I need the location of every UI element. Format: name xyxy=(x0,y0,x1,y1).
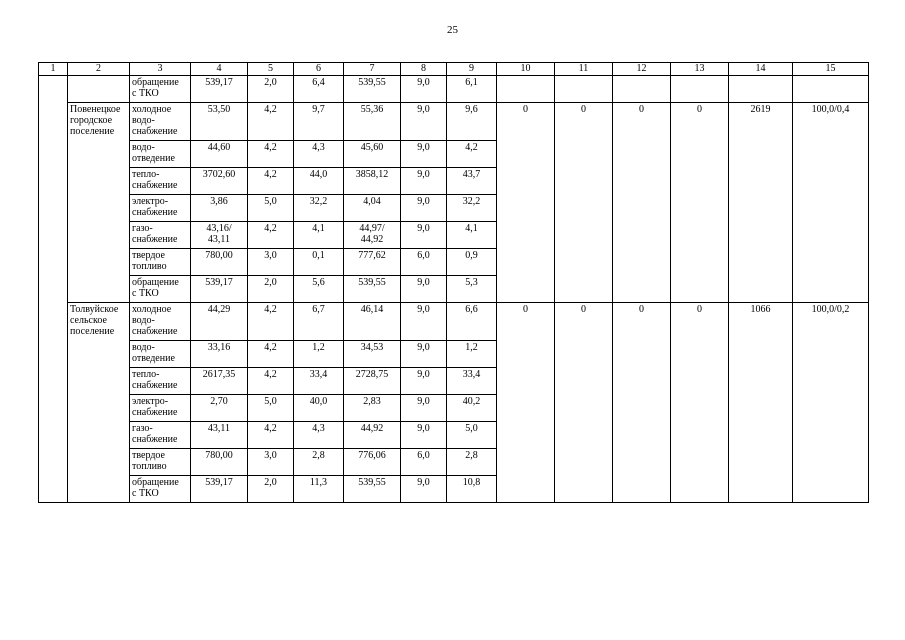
column-number-2: 2 xyxy=(68,63,130,76)
summary-cell: 0 xyxy=(555,103,613,303)
value-cell: 43,16/ 43,11 xyxy=(191,222,248,249)
value-cell: 2,83 xyxy=(344,395,401,422)
summary-cell: 0 xyxy=(613,303,671,503)
value-cell: 3,0 xyxy=(248,449,294,476)
value-cell: 6,7 xyxy=(294,303,344,341)
empty-cell xyxy=(671,76,729,103)
value-cell: 6,6 xyxy=(447,303,497,341)
summary-cell: 0 xyxy=(555,303,613,503)
table-body xyxy=(39,63,869,503)
value-cell: 32,2 xyxy=(294,195,344,222)
value-cell: 9,0 xyxy=(401,168,447,195)
empty-cell xyxy=(555,76,613,103)
value-cell: 4,2 xyxy=(248,141,294,168)
value-cell: 780,00 xyxy=(191,449,248,476)
value-cell: 3,0 xyxy=(248,249,294,276)
value-cell: 4,2 xyxy=(248,368,294,395)
value-cell: 40,2 xyxy=(447,395,497,422)
column-number-5: 5 xyxy=(248,63,294,76)
value-cell: 539,55 xyxy=(344,276,401,303)
summary-cell: 0 xyxy=(497,103,555,303)
settlement-name-cell: Повенецкое городское поселение xyxy=(68,103,130,303)
value-cell: 5,0 xyxy=(248,195,294,222)
value-cell: 4,3 xyxy=(294,141,344,168)
value-cell: 44,92 xyxy=(344,422,401,449)
column-number-4: 4 xyxy=(191,63,248,76)
value-cell: 33,4 xyxy=(447,368,497,395)
service-cell: холодное водо- снабжение xyxy=(130,103,191,141)
value-cell: 4,2 xyxy=(248,168,294,195)
column-number-1: 1 xyxy=(39,63,68,76)
service-cell: электро- снабжение xyxy=(130,395,191,422)
column-number-8: 8 xyxy=(401,63,447,76)
empty-cell xyxy=(793,76,869,103)
value-cell: 40,0 xyxy=(294,395,344,422)
value-cell: 9,0 xyxy=(401,368,447,395)
value-cell: 4,2 xyxy=(248,422,294,449)
table-row xyxy=(39,103,869,141)
value-cell: 9,0 xyxy=(401,276,447,303)
value-cell: 5,0 xyxy=(248,395,294,422)
empty-cell xyxy=(729,76,793,103)
value-cell: 45,60 xyxy=(344,141,401,168)
summary-cell: 0 xyxy=(613,103,671,303)
value-cell: 4,04 xyxy=(344,195,401,222)
column-number-13: 13 xyxy=(671,63,729,76)
value-cell: 2617,35 xyxy=(191,368,248,395)
value-cell: 2728,75 xyxy=(344,368,401,395)
value-cell: 32,2 xyxy=(447,195,497,222)
value-cell: 780,00 xyxy=(191,249,248,276)
value-cell: 33,4 xyxy=(294,368,344,395)
service-cell: тепло- снабжение xyxy=(130,368,191,395)
settlement-name-cell: Толвуйское сельское поселение xyxy=(68,303,130,503)
value-cell: 11,3 xyxy=(294,476,344,503)
value-cell: 2,0 xyxy=(248,76,294,103)
value-cell: 2,0 xyxy=(248,476,294,503)
page-number: 25 xyxy=(447,24,458,36)
value-cell: 46,14 xyxy=(344,303,401,341)
value-cell: 10,8 xyxy=(447,476,497,503)
value-cell: 0,9 xyxy=(447,249,497,276)
value-cell: 9,6 xyxy=(447,103,497,141)
value-cell: 43,11 xyxy=(191,422,248,449)
value-cell: 4,2 xyxy=(248,303,294,341)
value-cell: 44,97/ 44,92 xyxy=(344,222,401,249)
value-cell: 4,2 xyxy=(248,103,294,141)
value-cell: 9,0 xyxy=(401,103,447,141)
table-row xyxy=(39,303,869,341)
value-cell: 33,16 xyxy=(191,341,248,368)
service-cell: тепло- снабжение xyxy=(130,168,191,195)
empty-cell xyxy=(497,76,555,103)
empty-cell xyxy=(613,76,671,103)
tariff-table xyxy=(38,62,869,503)
column-number-6: 6 xyxy=(294,63,344,76)
value-cell: 777,62 xyxy=(344,249,401,276)
value-cell: 9,0 xyxy=(401,195,447,222)
summary-cell: 100,0/0,4 xyxy=(793,103,869,303)
service-cell: холодное водо- снабжение xyxy=(130,303,191,341)
summary-cell: 0 xyxy=(671,103,729,303)
value-cell: 539,17 xyxy=(191,276,248,303)
value-cell: 34,53 xyxy=(344,341,401,368)
value-cell: 6,1 xyxy=(447,76,497,103)
value-cell: 9,0 xyxy=(401,476,447,503)
service-cell: газо- снабжение xyxy=(130,422,191,449)
service-cell: обращение с ТКО xyxy=(130,276,191,303)
summary-cell: 2619 xyxy=(729,103,793,303)
value-cell: 6,4 xyxy=(294,76,344,103)
value-cell: 3702,60 xyxy=(191,168,248,195)
value-cell: 9,7 xyxy=(294,103,344,141)
column-number-15: 15 xyxy=(793,63,869,76)
value-cell: 539,17 xyxy=(191,476,248,503)
value-cell: 9,0 xyxy=(401,303,447,341)
column-number-11: 11 xyxy=(555,63,613,76)
summary-cell: 100,0/0,2 xyxy=(793,303,869,503)
summary-cell: 0 xyxy=(671,303,729,503)
value-cell: 9,0 xyxy=(401,341,447,368)
value-cell: 4,2 xyxy=(248,222,294,249)
value-cell: 5,3 xyxy=(447,276,497,303)
value-cell: 43,7 xyxy=(447,168,497,195)
value-cell: 44,0 xyxy=(294,168,344,195)
summary-cell: 0 xyxy=(497,303,555,503)
value-cell: 55,36 xyxy=(344,103,401,141)
value-cell: 4,3 xyxy=(294,422,344,449)
value-cell: 9,0 xyxy=(401,395,447,422)
service-cell: твердое топливо xyxy=(130,449,191,476)
value-cell: 1,2 xyxy=(294,341,344,368)
value-cell: 2,8 xyxy=(294,449,344,476)
value-cell: 1,2 xyxy=(447,341,497,368)
value-cell: 539,17 xyxy=(191,76,248,103)
service-cell: газо- снабжение xyxy=(130,222,191,249)
service-cell: обращение с ТКО xyxy=(130,76,191,103)
column-number-7: 7 xyxy=(344,63,401,76)
service-cell: твердое топливо xyxy=(130,249,191,276)
service-cell: обращение с ТКО xyxy=(130,476,191,503)
value-cell: 776,06 xyxy=(344,449,401,476)
value-cell: 4,1 xyxy=(447,222,497,249)
value-cell: 5,0 xyxy=(447,422,497,449)
column-1-cell xyxy=(39,76,68,503)
value-cell: 0,1 xyxy=(294,249,344,276)
value-cell: 44,60 xyxy=(191,141,248,168)
column-number-14: 14 xyxy=(729,63,793,76)
value-cell: 9,0 xyxy=(401,141,447,168)
value-cell: 9,0 xyxy=(401,222,447,249)
column-number-10: 10 xyxy=(497,63,555,76)
service-cell: водо- отведение xyxy=(130,141,191,168)
value-cell: 3,86 xyxy=(191,195,248,222)
service-cell: электро- снабжение xyxy=(130,195,191,222)
value-cell: 2,70 xyxy=(191,395,248,422)
value-cell: 539,55 xyxy=(344,76,401,103)
value-cell: 4,1 xyxy=(294,222,344,249)
value-cell: 4,2 xyxy=(447,141,497,168)
column-number-9: 9 xyxy=(447,63,497,76)
service-cell: водо- отведение xyxy=(130,341,191,368)
column-number-12: 12 xyxy=(613,63,671,76)
value-cell: 2,0 xyxy=(248,276,294,303)
value-cell: 3858,12 xyxy=(344,168,401,195)
value-cell: 6,0 xyxy=(401,249,447,276)
value-cell: 5,6 xyxy=(294,276,344,303)
value-cell: 53,50 xyxy=(191,103,248,141)
summary-cell: 1066 xyxy=(729,303,793,503)
value-cell: 44,29 xyxy=(191,303,248,341)
value-cell: 9,0 xyxy=(401,422,447,449)
value-cell: 539,55 xyxy=(344,476,401,503)
table-row xyxy=(39,76,869,103)
column-number-3: 3 xyxy=(130,63,191,76)
value-cell: 4,2 xyxy=(248,341,294,368)
value-cell: 9,0 xyxy=(401,76,447,103)
value-cell: 6,0 xyxy=(401,449,447,476)
settlement-name-cell xyxy=(68,76,130,103)
value-cell: 2,8 xyxy=(447,449,497,476)
header-row xyxy=(39,63,869,76)
